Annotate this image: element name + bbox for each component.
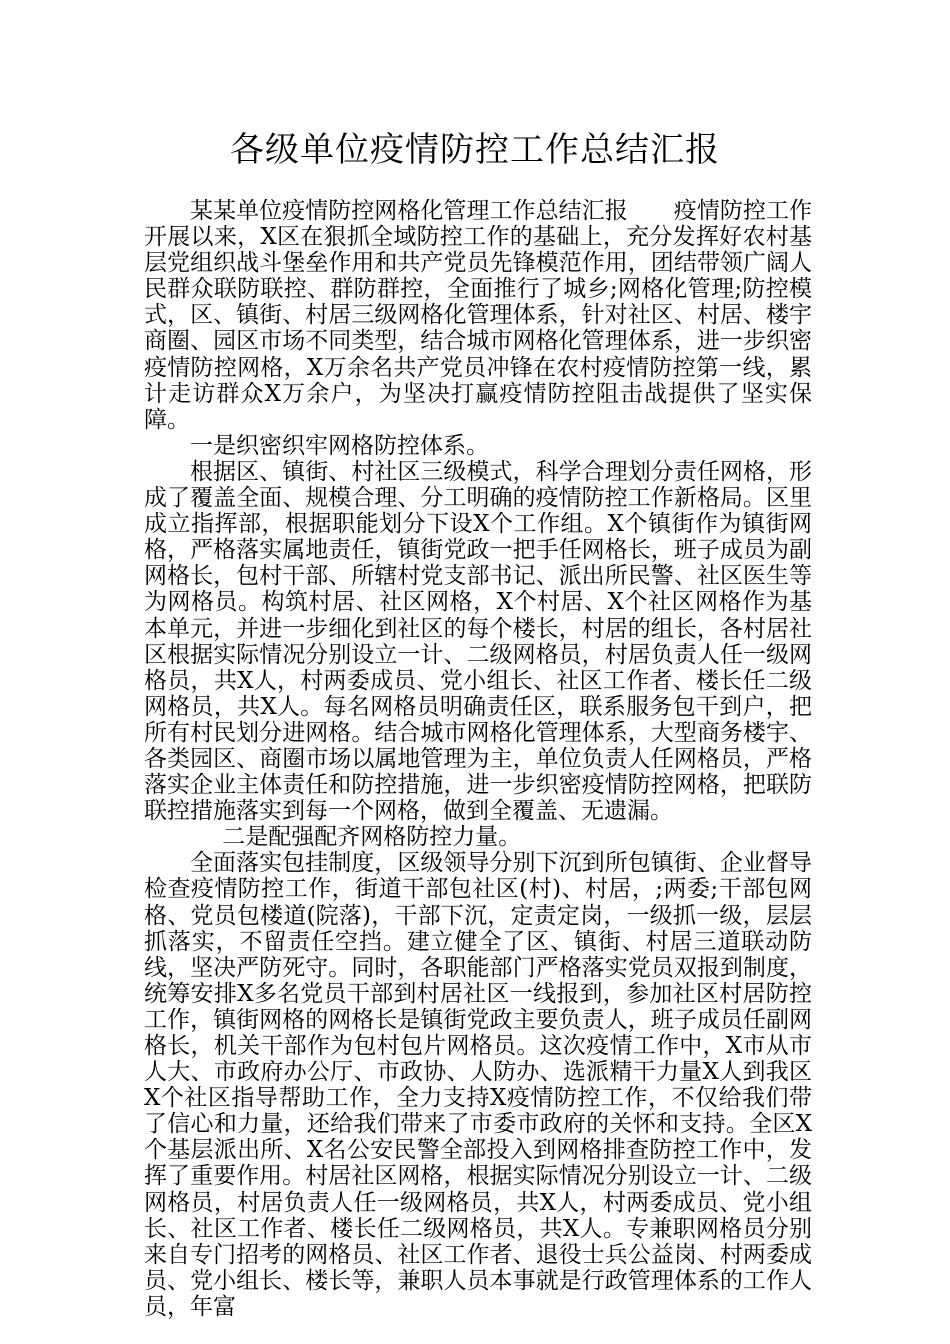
paragraph-grid-system: 根据区、镇街、村社区三级模式，科学合理划分责任网格，形成了覆盖全面、规模合理、分工明确的疫情防控工作新格局。区里成立指挥部，根据职能划分下设X个工作组。X个镇街作为镇街网格，严格落实属地责任，镇街党政一把手任网格长，班子成员为副网格长，包村干部、所辖村党支部书记、派出所民警、社区医生等为网格员。构筑村居、社区网格，X个村居、X个社区网格作为基本单元，并进一步细化到社区的每个楼长，村居的组长，各村居社区根据实际情况分别设立一计、二级网格员，村居负责人任一级网格员，共X人，村两委成员、党小组长、社区工作者、楼长任二级网格员，共X人。每名网格员明确责任区，联系服务包干到户，把所有村民划分进网格。结合城市网格化管理体系，大型商务楼宇、各类园区、商圈市场以属地管理为主，单位负责人任网格员，严格落实企业主体责任和防控措施，进一步织密疫情防控网格，把联防联控措施落实到每一个网格，做到全覆盖、无遗漏。 <box>144 458 812 825</box>
section-heading-1: 一是织密织牢网格防控体系。 <box>190 432 489 459</box>
document-title: 各级单位疫情防控工作总结汇报 <box>230 130 720 170</box>
section-heading-2: 二是配强配齐网格防控力量。 <box>222 824 522 851</box>
paragraph-intro: 某某单位疫情防控网格化管理工作总结汇报 疫情防控工作开展以来，X区在狠抓全域防控工作的基础上，充分发挥好农村基层党组织战斗堡垒作用和共产党员先锋模范作用，团结带领广阔人民群众联防联控、群防群控，全面推行了城乡;网格化管理;防控模式，区、镇街、村居三级网格化管理体系，针对社区、村居、楼宇商圈、园区市场不同类型，结合城市网格化管理体系，进一步织密疫情防控网格，X万余名共产党员冲锋在农村疫情防控第一线，累计走访群众X万余户，为坚决打赢疫情防控阻击战提供了坚实保障。 <box>144 198 812 433</box>
paragraph-grid-force: 全面落实包挂制度，区级领导分别下沉到所包镇街、企业督导检查疫情防控工作，街道干部包社区(村)、村居，;两委;干部包网格、党员包楼道(院落)，干部下沉，定责定岗，一级抓一级，层层抓落实，不留责任空挡。建立健全了区、镇街、村居三道联动防线，坚决严防死守。同时，各职能部门严格落实党员双报到制度，统筹安排X多名党员干部到村居社区一线报到，参加社区村居防控工作，镇街网格的网格长是镇街党政主要负责人，班子成员任副网格长，机关干部作为包村包片网格员。这次疫情工作中，X市从市人大、市政府办公厅、市政协、人防办、选派精干力量X人到我区X个社区指导帮助工作，全力支持X疫情防控工作，不仅给我们带了信心和力量，还给我们带来了市委市政府的关怀和支持。全区X个基层派出所、X名公安民警全部投入到网格排查防控工作中，发挥了重要作用。村居社区网格，根据实际情况分别设立一计、二级网格员，村居负责人任一级网格员，共X人，村两委成员、党小组长、社区工作者、楼长任二级网格员，共X人。专兼职网格员分别来自专门招考的网格员、社区工作者、退役士兵公益岗、村两委成员、党小组长、楼长等，兼职人员本事就是行政管理体系的工作人员，年富 <box>144 850 812 1320</box>
document-body <box>144 198 812 1320</box>
